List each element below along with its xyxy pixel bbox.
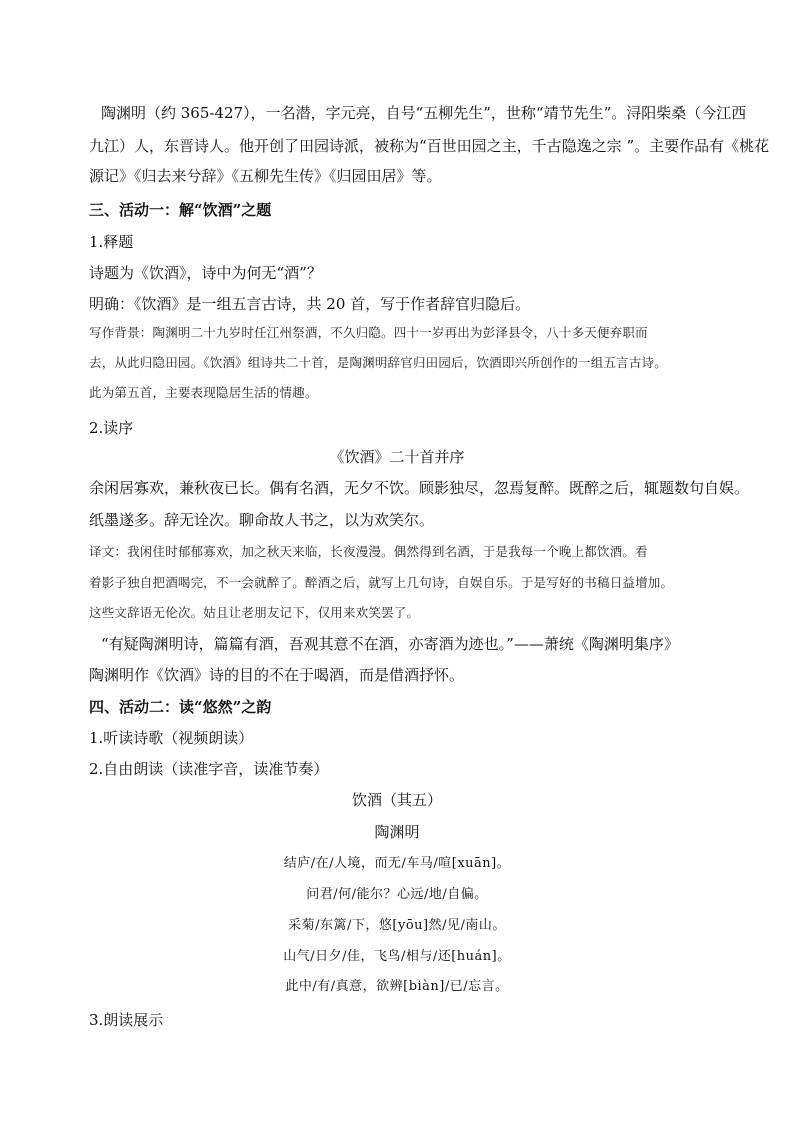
preface-line-2: 纸墨遂多。辞无诠次。聊命故人书之，以为欢笑尔。 <box>89 511 435 529</box>
intro-line-1: 陶渊明（约 365-427），一名潜，字元亮，自号“五柳先生”，世称“靖节先生”。浔阳柴桑（今江西 <box>101 104 747 122</box>
translation-line-3: 这些文辞语无伦次。姑且让老朋友记下，仅用来欢笑罢了。 <box>89 605 420 620</box>
intro-line-2: 九江）人，东晋诗人。他开创了田园诗派，被称为“百世田园之主，千古隐逸之宗 ”。主要作品有《桃花 <box>89 137 770 155</box>
subheading-explain-title: 1.释题 <box>89 233 134 251</box>
poem-line-3: 采菊/东篱/下，悠[yōu]然/见/南山。 <box>288 918 506 933</box>
section-4-heading: 四、活动二：读“悠然”之韵 <box>89 698 272 716</box>
preface-title: 《饮酒》二十首并序 <box>329 448 465 466</box>
quote-text: “有疑陶渊明诗，篇篇有酒，吾观其意不在酒，亦寄酒为迹也。”——萧统《陶渊明集序》 <box>101 635 679 653</box>
background-line-3: 此为第五首，主要表现隐居生活的情趣。 <box>89 385 318 400</box>
subheading-reading-show: 3.朗读展示 <box>89 1011 164 1029</box>
translation-line-2: 着影子独自把酒喝完，不一会就醉了。醉酒之后，就写上几句诗，自娱自乐。于是写好的书稿日益增加。 <box>89 575 674 590</box>
subheading-read-preface: 2.读序 <box>89 419 134 437</box>
conclusion-text: 陶渊明作《饮酒》诗的目的不在于喝酒，而是借酒抒怀。 <box>89 666 465 684</box>
poem-title: 饮酒（其五） <box>351 791 442 809</box>
background-line-1: 写作背景：陶渊明二十九岁时任江州祭酒，不久归隐。四十一岁再出为彭泽县令，八十多天便弃职而 <box>89 325 648 340</box>
poem-line-1: 结庐/在/人境，而无/车马/喧[xuān]。 <box>283 856 511 871</box>
section-3-heading: 三、活动一：解“饮酒”之题 <box>89 201 272 219</box>
preface-line-1: 余闲居寡欢，兼秋夜已长。偶有名酒，无夕不饮。顾影独尽，忽焉复醉。既醉之后，辄题数句自娱。 <box>89 479 750 497</box>
poem-line-5: 此中/有/真意，欲辨[biàn]/已/忘言。 <box>285 979 509 994</box>
poem-line-4: 山气/日夕/佳，飞鸟/相与/还[huán]。 <box>283 949 511 964</box>
background-line-2: 去，从此归隐田园。《饮酒》组诗共二十首，是陶渊明辞官归田园后，饮酒即兴所创作的一组五言古诗。 <box>89 355 667 370</box>
translation-line-1: 译文：我闲住时郁郁寡欢，加之秋天来临，长夜漫漫。偶然得到名酒，于是我每一个晚上都饮酒。看 <box>89 544 648 559</box>
intro-line-3: 源记》《归去来兮辞》《五柳先生传》《归园田居》等。 <box>89 167 442 185</box>
poem-line-2: 问君/何/能尔？心远/地/自偏。 <box>306 887 488 902</box>
poem-author: 陶渊明 <box>374 823 420 841</box>
question-text: 诗题为《饮酒》，诗中为何无“酒”？ <box>89 264 322 282</box>
subheading-listen: 1.听读诗歌（视频朗读） <box>89 729 254 747</box>
subheading-free-reading: 2.自由朗读（读准字音，读准节奏） <box>89 760 329 778</box>
answer-text: 明确：《饮酒》是一组五言古诗，共 20 首，写于作者辞官归隐后。 <box>89 295 531 313</box>
